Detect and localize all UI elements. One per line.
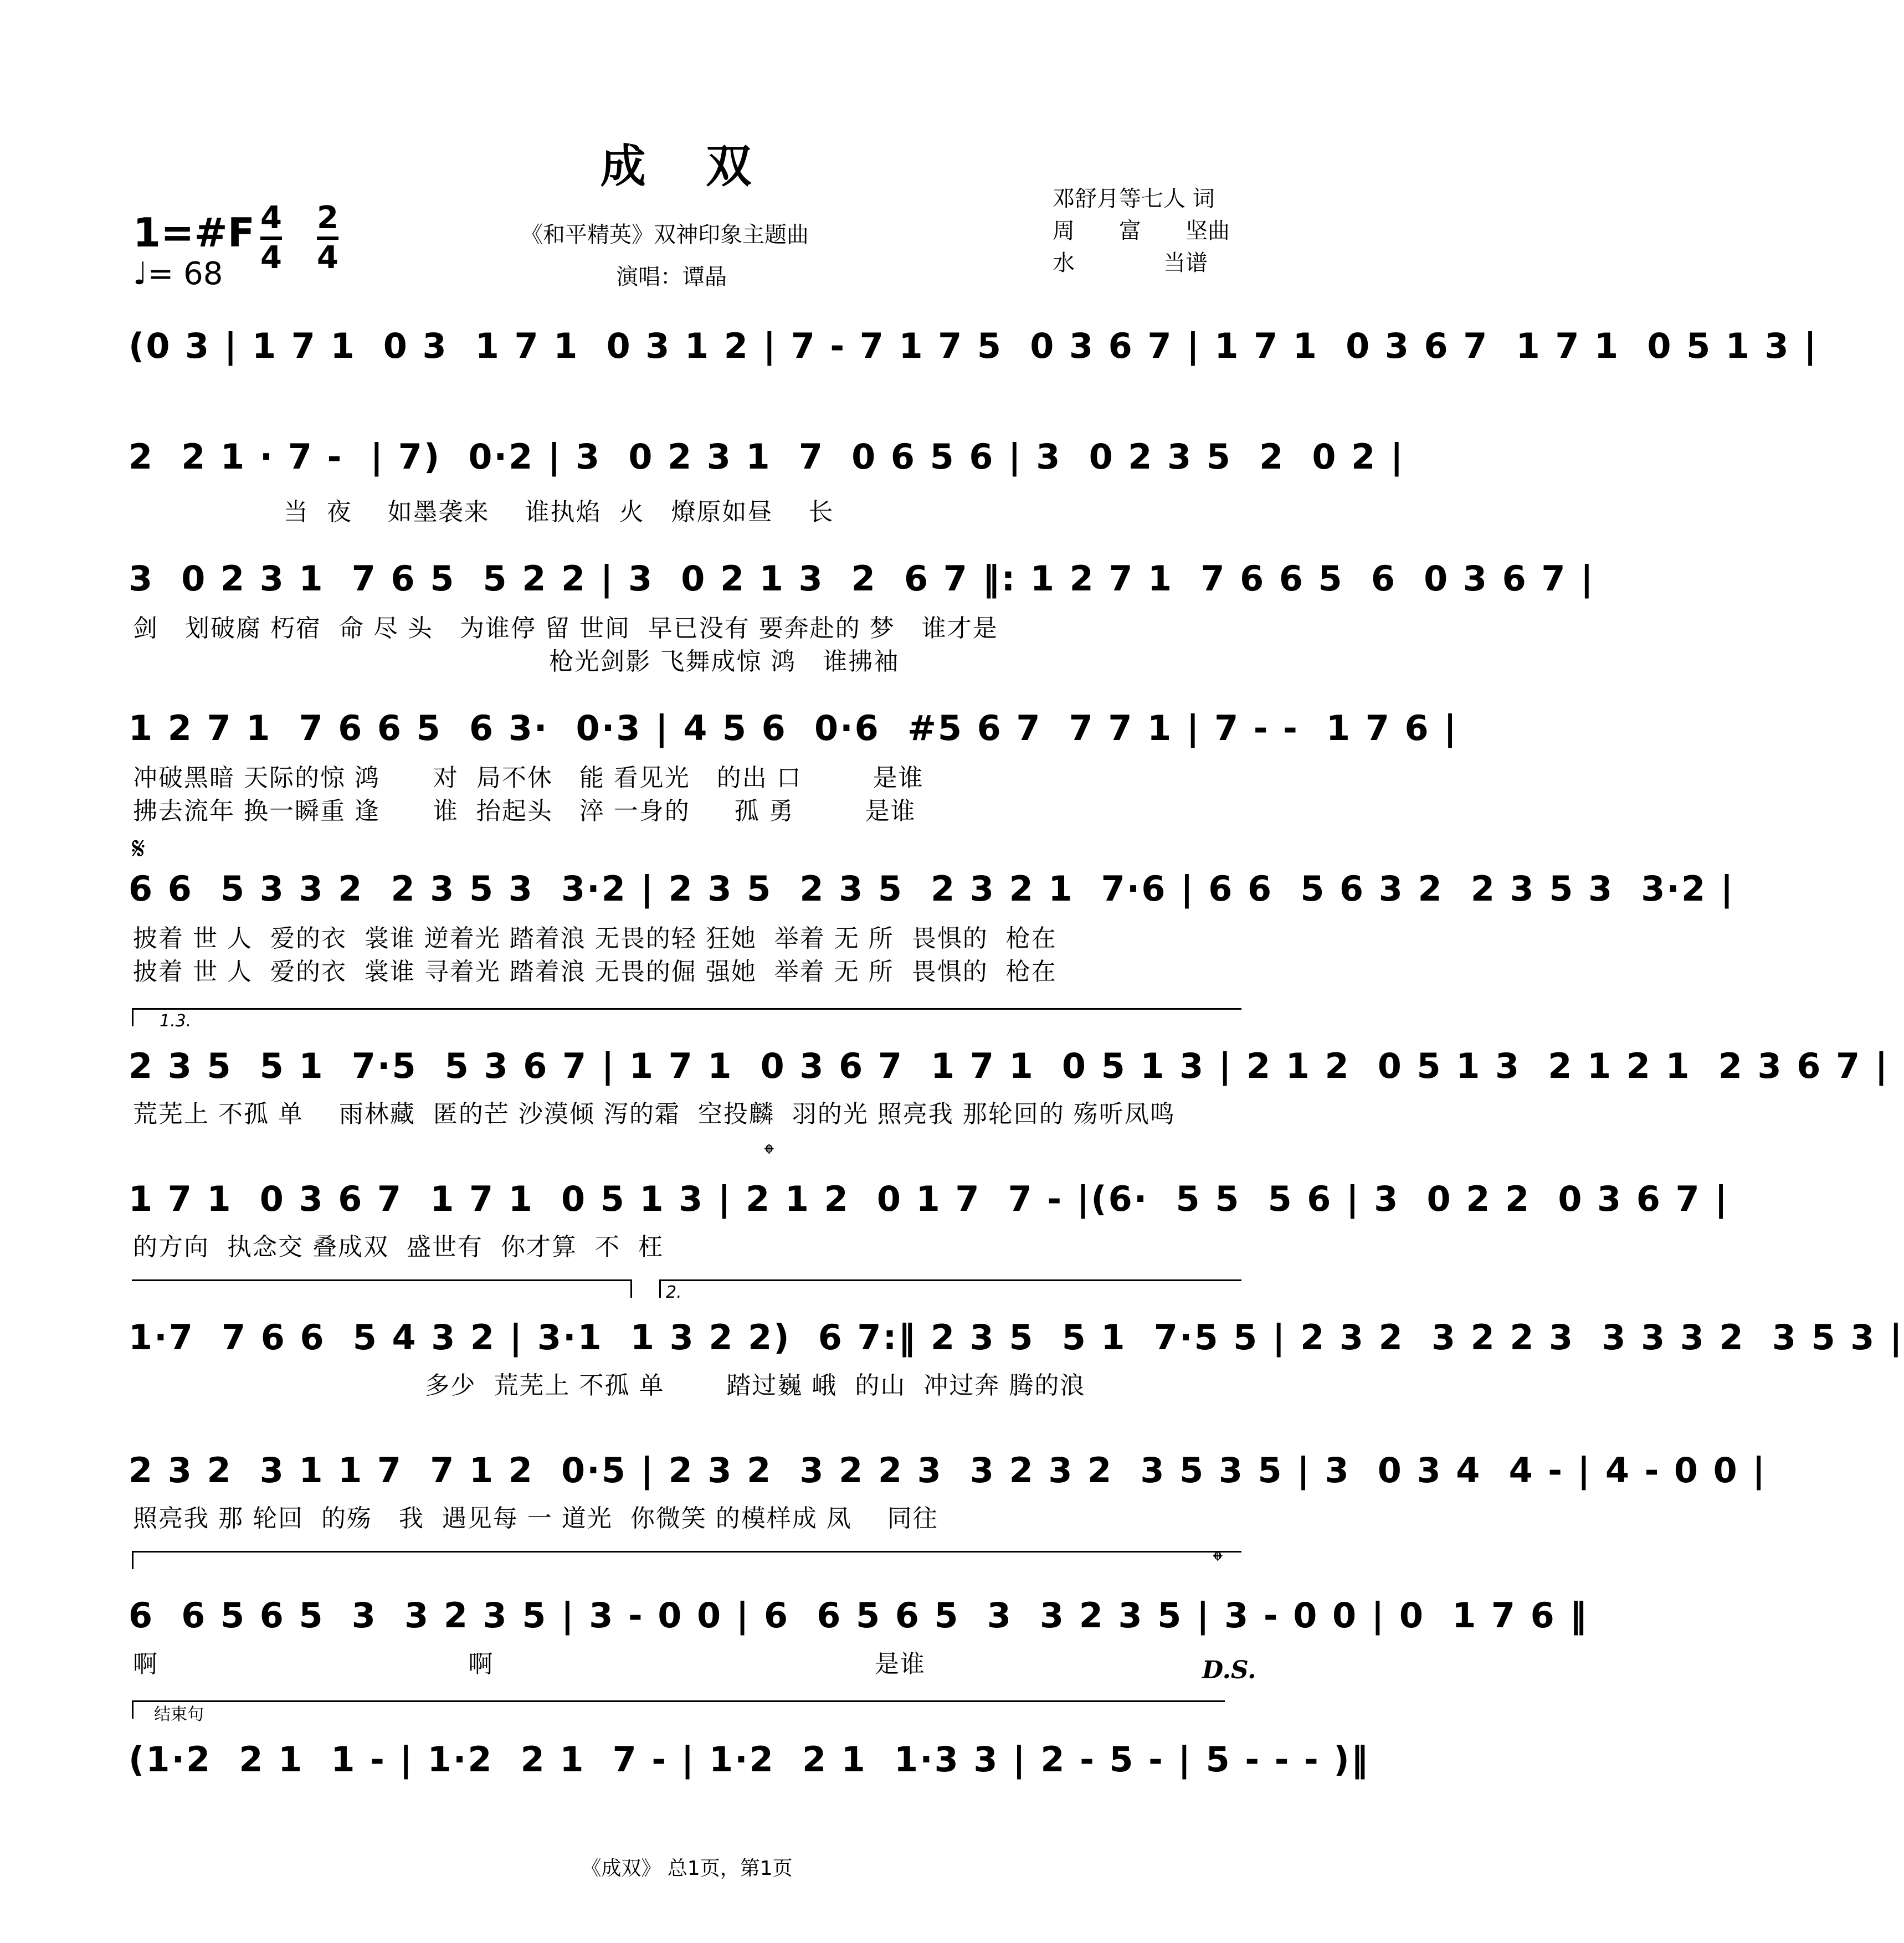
lyric-line: 枪光剑影 飞舞成惊 鸿 谁拂袖 xyxy=(133,647,900,676)
volta-label: 2. xyxy=(666,1283,682,1302)
lyric-line: 剑 划破腐 朽宿 命 尽 头 为谁停 留 世间 早已没有 要奔赴的 梦 谁才是 xyxy=(133,614,998,642)
notation-line: 2 2 1 · 7 - | 7) 0·2 | 3 0 2 3 1 7 0 6 5 6 | 3 0 2 3 5 2 0 2 | xyxy=(129,436,1405,477)
notation-line: 6 6 5 6 5 3 3 2 3 5 | 3 - 0 0 | 6 6 5 6 5 3 3 2 3 5 | 3 - 0 0 | 0 1 7 6 ‖ xyxy=(129,1595,1589,1636)
lyricist-credit: 邓舒月等七人 词 xyxy=(1053,186,1215,212)
volta-label: 1.3. xyxy=(160,1011,192,1031)
notation-line: 3 0 2 3 1 7 6 5 5 2 2 | 3 0 2 1 3 2 6 7 ‖: 1 2 7 1 7 6 6 5 6 0 3 6 7 | xyxy=(129,558,1595,599)
notation-line: 2 3 5 5 1 7·5 5 3 6 7 | 1 7 1 0 3 6 7 1 7 1 0 5 1 3 | 2 1 2 0 5 1 3 2 1 2 1 2 3 6 7 | xyxy=(129,1046,1890,1086)
time-signature-4-4 xyxy=(260,202,282,274)
page-footer: 《成双》 总1页，第1页 xyxy=(581,1857,793,1880)
segno-mark: 𝄋 xyxy=(132,831,146,867)
volta-bracket-end xyxy=(132,1279,632,1298)
lyric-line: 多少 荒芜上 不孤 单 踏过巍 峨 的山 冲过奔 腾的浪 xyxy=(133,1371,1086,1400)
notation-line: 6 6 5 3 3 2 2 3 5 3 3·2 | 2 3 5 2 3 5 2 3 2 1 7·6 | 6 6 5 6 3 2 2 3 5 3 3·2 | xyxy=(129,868,1735,909)
ending-bracket xyxy=(132,1700,1225,1719)
volta-bracket-1-3 xyxy=(132,1008,1241,1026)
notation-line: 2 3 2 3 1 1 7 7 1 2 0·5 | 2 3 2 3 2 2 3 3 2 3 2 3 5 3 5 | 3 0 3 4 4 - | 4 - 0 0 | xyxy=(129,1450,1767,1490)
volta-bracket-2 xyxy=(659,1279,1241,1298)
key-signature: 1=#F xyxy=(133,209,255,256)
meter-bottom: 4 xyxy=(260,240,282,276)
transcriber-credit: 水 当谱 xyxy=(1053,250,1208,276)
credits xyxy=(1053,183,1230,279)
notation-line: 1·7 7 6 6 5 4 3 2 | 3·1 1 3 2 2) 6 7:‖ 2 3 5 5 1 7·5 5 | 2 3 2 3 2 2 3 3 3 3 2 3 5 3 | xyxy=(129,1317,1904,1358)
meter-top: 2 xyxy=(317,200,338,236)
notation-line: 1 7 1 0 3 6 7 1 7 1 0 5 1 3 | 2 1 2 0 1 7 7 - |(6· 5 5 5 6 | 3 0 2 2 0 3 6 7 | xyxy=(129,1179,1729,1219)
lyric-line: 荒芜上 不孤 单 雨林藏 匿的芒 沙漠倾 泻的霜 空投麟 羽的光 照亮我 那轮回的 殇听凤鸣 xyxy=(133,1100,1176,1128)
meter-bottom: 4 xyxy=(317,240,338,276)
lyric-line: 的方向 执念交 叠成双 盛世有 你才算 不 枉 xyxy=(133,1233,664,1261)
score-title: 成 双 xyxy=(600,140,774,193)
notation-line: 1 2 7 1 7 6 6 5 6 3· 0·3 | 4 5 6 0·6 #5 6 7 7 7 1 | 7 - - 1 7 6 | xyxy=(129,708,1458,748)
lyric-line: 冲破黑暗 天际的惊 鸿 对 局不休 能 看见光 的出 口 是谁 xyxy=(133,764,924,792)
lyric-line: 拂去流年 换一瞬重 逢 谁 抬起头 淬 一身的 孤 勇 是谁 xyxy=(133,797,916,825)
lyric-line: 披着 世 人 爱的衣 裳谁 逆着光 踏着浪 无畏的轻 狂她 举着 无 所 畏惧的 枪在 xyxy=(133,924,1057,953)
singer: 演唱：谭晶 xyxy=(616,264,727,290)
lyric-line: 啊 啊 是谁 xyxy=(133,1650,926,1678)
time-signature-2-4 xyxy=(317,202,338,274)
coda-mark: 𝄌 xyxy=(1213,1545,1223,1576)
ending-label: 结束句 xyxy=(154,1705,204,1724)
dal-segno-mark: D.S. xyxy=(1202,1656,1256,1684)
lyric-line: 披着 世 人 爱的衣 裳谁 寻着光 踏着浪 无畏的倔 强她 举着 无 所 畏惧的 枪在 xyxy=(133,958,1057,986)
meter-top: 4 xyxy=(260,200,282,236)
subtitle: 《和平精英》双神印象主题曲 xyxy=(521,222,809,248)
notation-line: (0 3 | 1 7 1 0 3 1 7 1 0 3 1 2 | 7 - 7 1 7 5 0 3 6 7 | 1 7 1 0 3 6 7 1 7 1 0 5 1 3 | xyxy=(129,326,1818,366)
coda-mark: 𝄌 xyxy=(764,1138,774,1169)
lyric-line: 当 夜 如墨袭来 谁执焰 火 燎原如昼 长 xyxy=(133,498,834,526)
composer-credit: 周 富 坚曲 xyxy=(1053,218,1230,244)
tempo-marking: ♩= 68 xyxy=(133,256,223,292)
lyric-line: 照亮我 那 轮回 的殇 我 遇见每 一 道光 你微笑 的模样成 凤 同往 xyxy=(133,1504,938,1533)
phrase-bracket xyxy=(132,1551,1241,1569)
notation-line: (1·2 2 1 1 - | 1·2 2 1 7 - | 1·2 2 1 1·3 3 | 2 - 5 - | 5 - - - )‖ xyxy=(129,1739,1370,1780)
